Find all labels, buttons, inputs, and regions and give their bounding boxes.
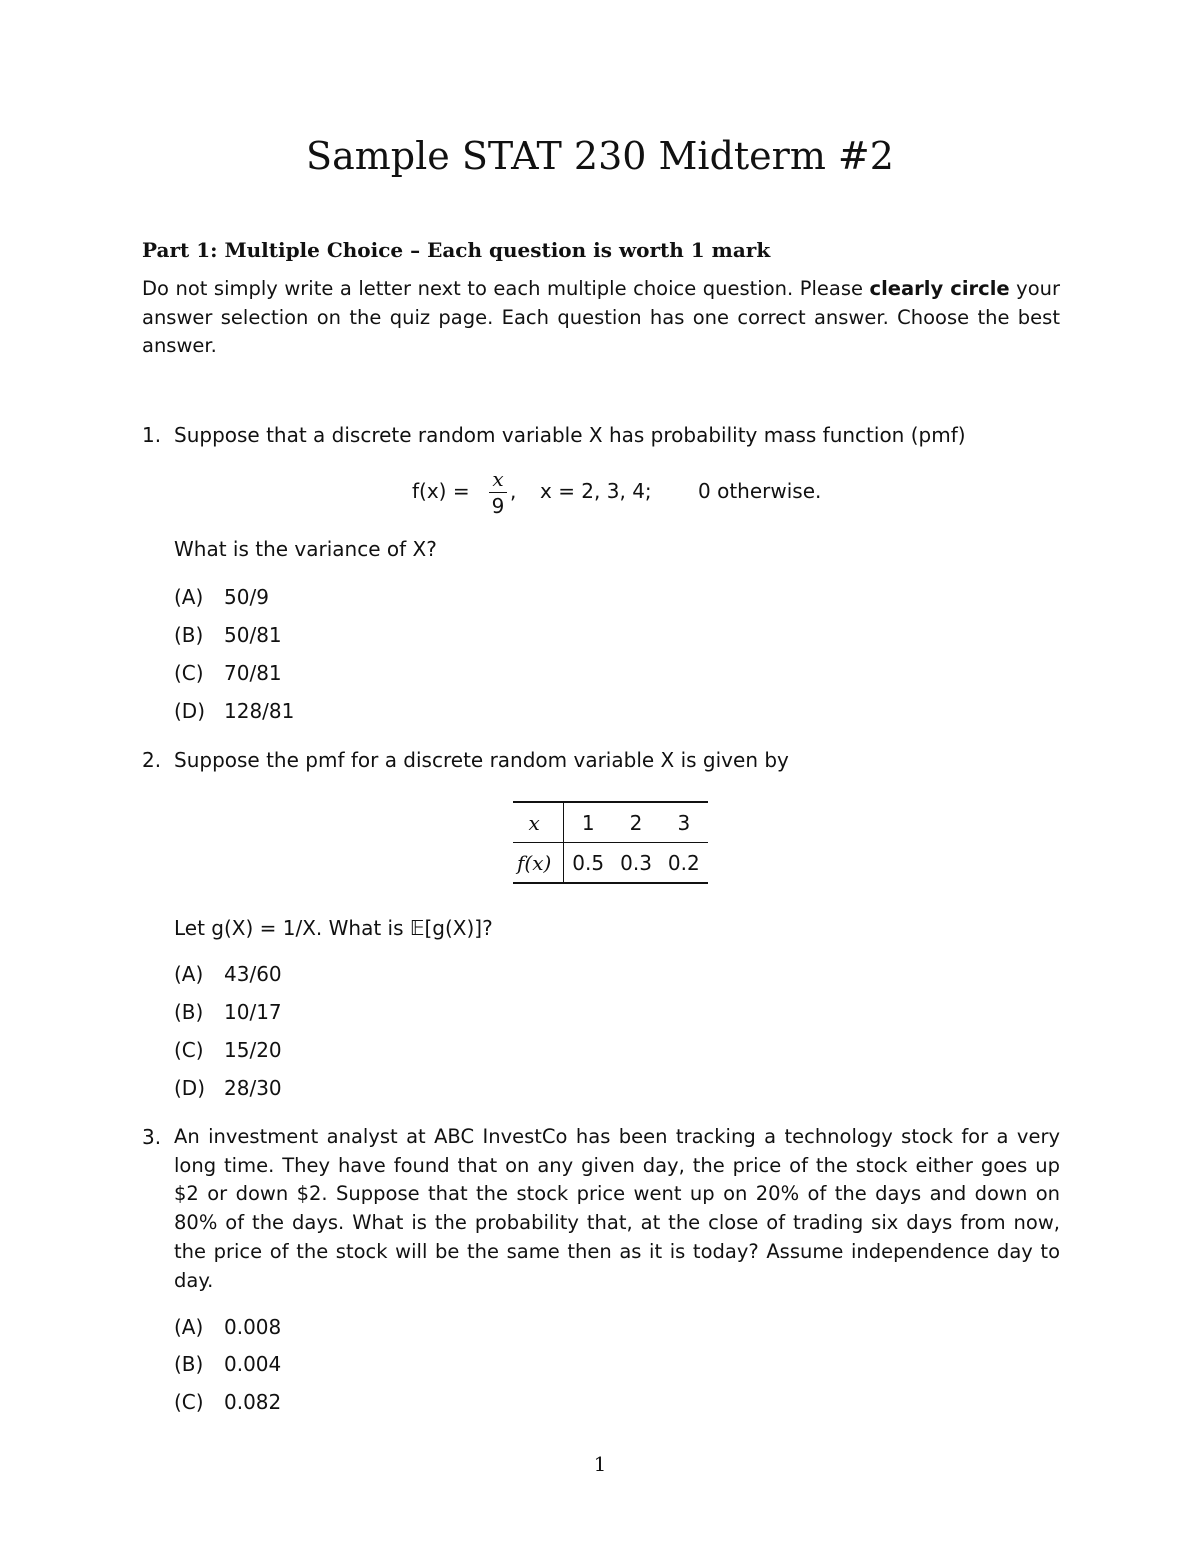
- row-header: f(x): [513, 843, 564, 884]
- pmf-table: [513, 801, 708, 884]
- instructions-bold: clearly circle: [869, 277, 1010, 300]
- instructions-paragraph: [142, 275, 1060, 361]
- option-value: 15/20: [224, 1038, 282, 1062]
- table-cell: 0.3: [620, 850, 652, 875]
- page-title: Sample STAT 230 Midterm #2: [306, 134, 894, 178]
- question-prompt: Let g(X) = 1/X. What is 𝔼[g(X)]?: [174, 916, 493, 940]
- page-number: 1: [593, 1452, 607, 1476]
- option-value: 50/81: [224, 623, 282, 647]
- formula-support: x = 2, 3, 4;: [540, 479, 652, 503]
- question-number: 2.: [142, 748, 162, 772]
- option-label: (C): [174, 1038, 204, 1062]
- option-b[interactable]: [174, 621, 282, 649]
- table-cell: 3: [660, 802, 708, 843]
- question-text: Suppose that a discrete random variable X has probability mass function (pmf): [174, 423, 966, 447]
- option-c[interactable]: [174, 659, 282, 687]
- table-row: [513, 802, 708, 843]
- formula-denominator: 9: [491, 494, 505, 518]
- option-label: (D): [174, 1076, 206, 1100]
- option-value: 50/9: [224, 585, 269, 609]
- option-value: 128/81: [224, 699, 295, 723]
- instructions-text: Do not simply write a letter next to each multiple choice question. Please: [142, 277, 864, 300]
- row-header: x: [513, 802, 564, 843]
- question-prompt: What is the variance of X?: [174, 537, 437, 561]
- question-number: 1.: [142, 423, 162, 447]
- option-value: 0.082: [224, 1390, 282, 1414]
- option-label: (C): [174, 1390, 204, 1414]
- formula-otherwise: 0 otherwise.: [698, 479, 822, 503]
- pmf-formula: [412, 466, 832, 526]
- question-text: Suppose the pmf for a discrete random variable X is given by: [174, 748, 789, 772]
- part-heading: Part 1: Multiple Choice – Each question is worth 1 mark: [142, 238, 771, 262]
- table-cell: 2: [612, 802, 660, 843]
- option-d[interactable]: [174, 697, 294, 725]
- option-a[interactable]: [174, 583, 269, 611]
- option-a[interactable]: [174, 960, 282, 988]
- question-text: An investment analyst at ABC InvestCo has been tracking a technology stock for a very long time. They have found that on any given day, the price of the stock either goes up $2 or down $2. Suppose that the stock price went up on 20% of the days and down on 80% of the days. What is the probability that, at the close of trading six days from now, the price of the stock will be the same then as it is today? Assume independence day to day.: [174, 1125, 1060, 1292]
- option-value: 43/60: [224, 962, 282, 986]
- option-b[interactable]: [174, 998, 282, 1026]
- option-label: (A): [174, 962, 204, 986]
- table-cell: 0.5: [572, 850, 605, 875]
- option-label: (C): [174, 661, 204, 685]
- formula-fraction: [488, 466, 508, 519]
- option-label: (B): [174, 1000, 204, 1024]
- option-label: (B): [174, 1352, 204, 1376]
- option-label: (A): [174, 1315, 204, 1339]
- option-label: (A): [174, 585, 204, 609]
- option-label: (D): [174, 699, 206, 723]
- formula-lhs: f(x) =: [412, 479, 470, 503]
- option-d[interactable]: [174, 1074, 282, 1102]
- formula-comma: ,: [510, 479, 517, 503]
- question-number: 3.: [142, 1125, 162, 1149]
- option-label: (B): [174, 623, 204, 647]
- option-value: 10/17: [224, 1000, 282, 1024]
- option-value: 28/30: [224, 1076, 282, 1100]
- table-row: [513, 843, 708, 884]
- option-b[interactable]: [174, 1350, 281, 1378]
- option-value: 70/81: [224, 661, 282, 685]
- option-value: 0.008: [224, 1315, 282, 1339]
- option-a[interactable]: [174, 1313, 281, 1341]
- option-c[interactable]: [174, 1036, 282, 1064]
- table-cell: 1: [564, 802, 612, 843]
- option-c[interactable]: [174, 1388, 281, 1416]
- table-cell: 0.2: [667, 850, 700, 875]
- option-value: 0.004: [224, 1352, 282, 1376]
- instructions-text-rest: your answer selection on the quiz page. Each question has one correct answer. Choose the best answer.: [142, 277, 1061, 357]
- formula-numerator: x: [492, 467, 504, 491]
